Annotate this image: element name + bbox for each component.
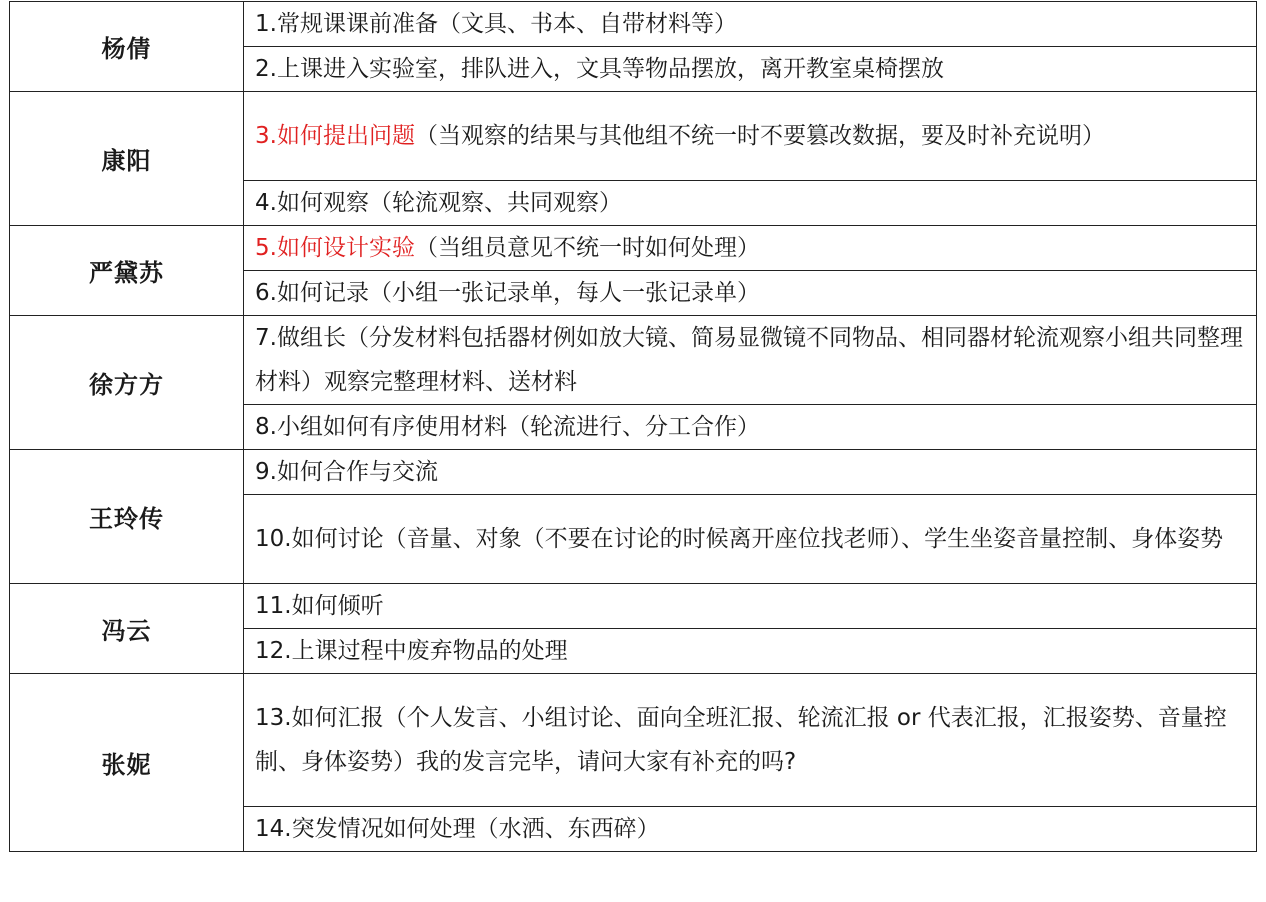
task-text: 9.如何合作与交流 xyxy=(255,459,438,485)
table-row xyxy=(10,674,1257,807)
task-item xyxy=(244,47,1257,92)
task-text: 2.上课进入实验室，排队进入，文具等物品摆放，离开教室桌椅摆放 xyxy=(255,56,944,82)
person-name: 张妮 xyxy=(10,674,244,852)
task-text: 12.上课过程中废弃物品的处理 xyxy=(255,638,568,664)
task-highlight: 5.如何设计实验 xyxy=(255,235,415,261)
task-text: 13.如何汇报（个人发言、小组讨论、面向全班汇报、轮流汇报 or 代表汇报，汇报姿势、音量控制、身体姿势）我的发言完毕，请问大家有补充的吗? xyxy=(255,705,1227,775)
person-name: 徐方方 xyxy=(10,316,244,450)
task-highlight: 3.如何提出问题 xyxy=(255,123,415,149)
table-row xyxy=(10,450,1257,495)
task-item xyxy=(244,271,1257,316)
task-item xyxy=(244,405,1257,450)
task-text: （当组员意见不统一时如何处理） xyxy=(414,235,760,261)
table-row xyxy=(10,226,1257,271)
person-name: 冯云 xyxy=(10,584,244,674)
task-text: （当观察的结果与其他组不统一时不要篡改数据，要及时补充说明） xyxy=(414,123,1105,149)
task-item xyxy=(244,181,1257,226)
task-item xyxy=(244,316,1257,405)
person-name: 康阳 xyxy=(10,92,244,226)
task-item xyxy=(244,450,1257,495)
task-text: 11.如何倾听 xyxy=(255,593,384,619)
task-item xyxy=(244,674,1257,807)
person-name: 严黛苏 xyxy=(10,226,244,316)
task-text: 14.突发情况如何处理（水洒、东西碎） xyxy=(255,816,660,842)
task-item xyxy=(244,807,1257,852)
task-text: 8.小组如何有序使用材料（轮流进行、分工合作） xyxy=(255,414,760,440)
person-name: 杨倩 xyxy=(10,2,244,92)
table-row xyxy=(10,92,1257,181)
task-item xyxy=(244,2,1257,47)
task-text: 10.如何讨论（音量、对象（不要在讨论的时候离开座位找老师）、学生坐姿音量控制、身体姿势 xyxy=(255,526,1224,552)
task-item xyxy=(244,92,1257,181)
task-text: 1.常规课课前准备（文具、书本、自带材料等） xyxy=(255,11,737,37)
task-text: 4.如何观察（轮流观察、共同观察） xyxy=(255,190,622,216)
table-row xyxy=(10,316,1257,405)
task-item xyxy=(244,226,1257,271)
task-text: 6.如何记录（小组一张记录单，每人一张记录单） xyxy=(255,280,760,306)
assignment-table xyxy=(9,1,1257,852)
person-name: 王玲传 xyxy=(10,450,244,584)
task-item xyxy=(244,495,1257,584)
task-item xyxy=(244,584,1257,629)
table-row xyxy=(10,584,1257,629)
task-text: 7.做组长（分发材料包括器材例如放大镜、简易显微镜不同物品、相同器材轮流观察小组共同整理材料）观察完整理材料、送材料 xyxy=(255,325,1243,395)
table-row xyxy=(10,2,1257,47)
task-item xyxy=(244,629,1257,674)
